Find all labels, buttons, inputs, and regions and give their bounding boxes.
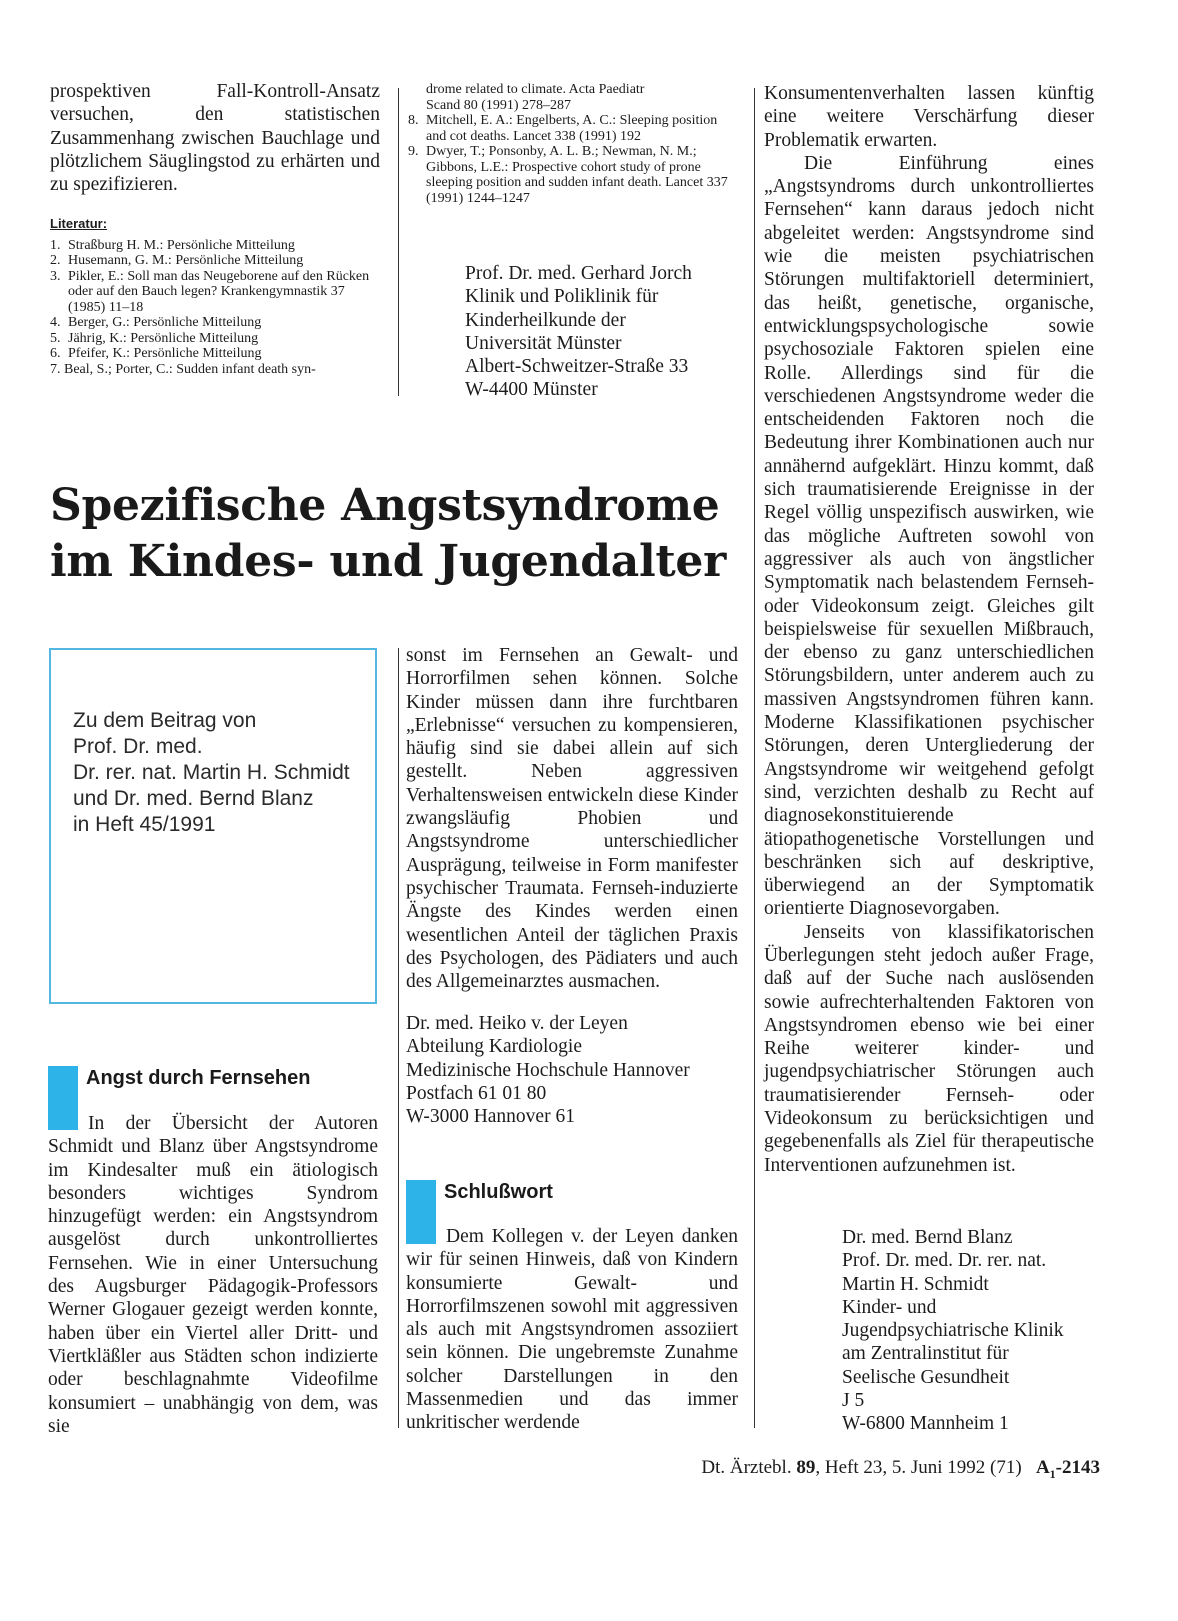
page-letter: A	[1035, 1457, 1050, 1478]
intro-box-text: Zu dem Beitrag von Prof. Dr. med. Dr. rer. nat. Martin H. Schmidt und Dr. med. Bernd Blanz in Heft 45/1991	[73, 709, 350, 836]
paragraph: Die Einführung eines „Angstsyndroms durch unkontrolliertes Fernsehen“ kann daraus jedoch nicht abgeleitet werden: Angstsyndrome sind wie die meisten psychiatrischen Störungen multifaktoriell determiniert, das heißt, genetische, organische, entwicklungspsychologische sowie psychosoziale Faktoren spielen eine Rolle. Allerdings sind für die verschiedenen Angstsyndrome weder die entscheidenden Faktoren noch die Bedeutung ihrer Kombinationen auch nur annähernd aufgeklärt. Hinzu kommt, daß sich traumatisierende Ereignisse in der Regel völlig unspezifisch auswirken, wie das mögliche Auftreten sowohl von aggressiver als auch von ängstlicher Symptomatik nach belastendem Fernseh- oder Videokonsum zeigt. Gleiches gilt beispielsweise für sexuellen Mißbrauch, der ebenso zu ganz unterschiedlichen Störungsbildern, unter anderem auch zu massiven Angstsyndromen führen kann. Moderne Klassifikationen psychischer Störungen, deren Untergliederung der Angstsyndrome wir weitgehend gefolgt sind, verzichten deshalb zu Recht auf diagnosekonstituierende ätiopathogenetische Vorstellungen und beschränken sich auf deskriptive, überwiegend an der Symptomatik orientierte Diagnosevorgaben.	[764, 152, 1094, 920]
column-rule	[398, 648, 399, 1428]
page-number: -2143	[1055, 1457, 1100, 1478]
section1-text	[48, 1112, 378, 1438]
journal-issue: , Heft 23, 5. Juni 1992 (71)	[815, 1457, 1022, 1478]
literature-list-col2	[408, 82, 738, 206]
column-rule	[398, 88, 399, 396]
reference-item: 2. Husemann, G. M.: Persönliche Mitteilung	[50, 253, 304, 268]
column-rule	[754, 88, 755, 1428]
paragraph: Dem Kollegen v. der Leyen danken wir für seinen Hinweis, daß von Kindern konsumierte Gewalt- und Horrorfilmszenen sowohl mit aggressiven als auch mit Angstsyndromen assoziiert sein können. Die ungebremste Zunahme solcher Darstellungen in den Massenmedien und das immer unkritischer werdende	[406, 1226, 738, 1434]
address-leyen: Dr. med. Heiko v. der Leyen Abteilung Kardiologie Medizinische Hochschule Hannover Postfach 61 01 80 W-3000 Hannover 61	[406, 1013, 690, 1128]
literature-list-col1	[50, 216, 380, 377]
journal-name: Dt. Ärztebl.	[701, 1457, 792, 1478]
reference-item: 8. Mitchell, E. A.: Engelberts, A. C.: Sleeping position and cot deaths. Lancet 338 (1991) 192	[408, 113, 718, 144]
paragraph: prospektiven Fall-Kontroll-Ansatz versuchen, den statistischen Zusammenhang zwischen Bauchlage und plötzlichem Säuglingstod zu erhärten und zu spezifizieren.	[50, 81, 380, 196]
reference-item: 4. Berger, G.: Persönliche Mitteilung	[50, 315, 262, 330]
intro-box	[49, 648, 377, 1004]
reference-item-split: 7. Beal, S.; Porter, C.: Sudden infant death syn-	[50, 361, 316, 377]
paragraph: In der Übersicht der Autoren Schmidt und Blanz über Angstsyndrome im Kindesalter muß ein ätiologisch besonders wichtiges Syndrom hinzugefügt werden: ein Angstsyndrom ausgelöst durch unkontrolliertes Fernsehen. Wie in einer Untersuchung des Augsburger Pädagogik-Professors Werner Glogauer gezeigt werden konnte, haben über ein Viertel aller Dritt- und Viertkläßler aus Städten schon indizierte oder beschlagnahmte Videofilme konsumiert – unabhängig von dem, was sie	[48, 1113, 378, 1437]
section-title: Schlußwort	[444, 1181, 553, 1203]
reference-continuation: drome related to climate. Acta Paediatr	[426, 82, 645, 97]
section-title: Angst durch Fernsehen	[86, 1067, 311, 1089]
address-jorch: Prof. Dr. med. Gerhard Jorch Klinik und Poliklinik für Kinderheilkunde der Universität Münster Albert-Schweitzer-Straße 33 W-4400 Münster	[465, 263, 692, 401]
reference-item: 3. Pikler, E.: Soll man das Neugeborene auf den Rücken oder auf den Bauch legen? Krankengymnastik 37 (1985) 11–18	[50, 268, 370, 315]
reference-item: 6. Pfeifer, K.: Persönliche Mitteilung	[50, 346, 262, 361]
article-title: Spezifische Angstsyndrome im Kindes- und Jugendalter	[50, 480, 726, 587]
address-blanz: Dr. med. Bernd Blanz Prof. Dr. med. Dr. rer. nat. Martin H. Schmidt Kinder- und Jugendpsychiatrische Klinik am Zentralinstitut für Seelische Gesundheit J 5 W-6800 Mannheim 1	[842, 1227, 1064, 1435]
journal-volume: 89	[796, 1457, 816, 1478]
section2-text	[406, 1225, 738, 1435]
page-footer	[560, 1457, 1100, 1482]
right-column-text	[764, 82, 1094, 1177]
paragraph: Jenseits von klassifikatorischen Überlegungen steht jedoch außer Frage, daß auf der Suche nach auslösenden sowie aufrechterhaltenden Faktoren von Angstsyndromen ebenso wie bei einer Reihe weiterer kinder- und jugendpsychiatrischer Störungen auch traumatisierender Fernseh- oder Videokonsum zu berücksichtigen und gegebenenfalls als Ziel für therapeutische Interventionen aufzunehmen ist.	[764, 921, 1094, 1176]
paragraph: sonst im Fernsehen an Gewalt- und Horrorfilmen sehen können. Solche Kinder müssen dann ihre furchtbaren „Erlebnisse“ versuchen zu kompensieren, häufig sind sie dabei allein auf sich gestellt. Neben aggressiven Verhaltensweisen entwickeln diese Kinder zwangsläufig Phobien und Angstsyndrome unterschiedlicher Ausprägung, teilweise in Form manifester psychischer Traumata. Fernseh-induzierte Ängste des Kindes werden einen wesentlichen Anteil der täglichen Praxis des Psychologen, des Pädiaters und auch des Allgemeinarztes ausmachen.	[406, 645, 738, 993]
reference-item: 9. Dwyer, T.; Ponsonby, A. L. B.; Newman, N. M.; Gibbons, L.E.: Prospective cohort study of prone sleeping position and sudden infant death. Lancet 337 (1991) 1244–1247	[408, 144, 728, 206]
page-sub: 1	[1049, 1466, 1056, 1481]
reference-item: 5. Jährig, K.: Persönliche Mitteilung	[50, 330, 259, 346]
reference-continuation: Scand 80 (1991) 278–287	[426, 97, 572, 113]
top-left-text	[50, 80, 380, 196]
literature-heading: Literatur:	[50, 216, 108, 231]
section1-continuation	[406, 644, 738, 993]
reference-item: 1. Straßburg H. M.: Persönliche Mitteilung	[50, 237, 295, 253]
paragraph: Konsumentenverhalten lassen künftig eine weitere Verschärfung dieser Problematik erwarten.	[764, 83, 1094, 151]
